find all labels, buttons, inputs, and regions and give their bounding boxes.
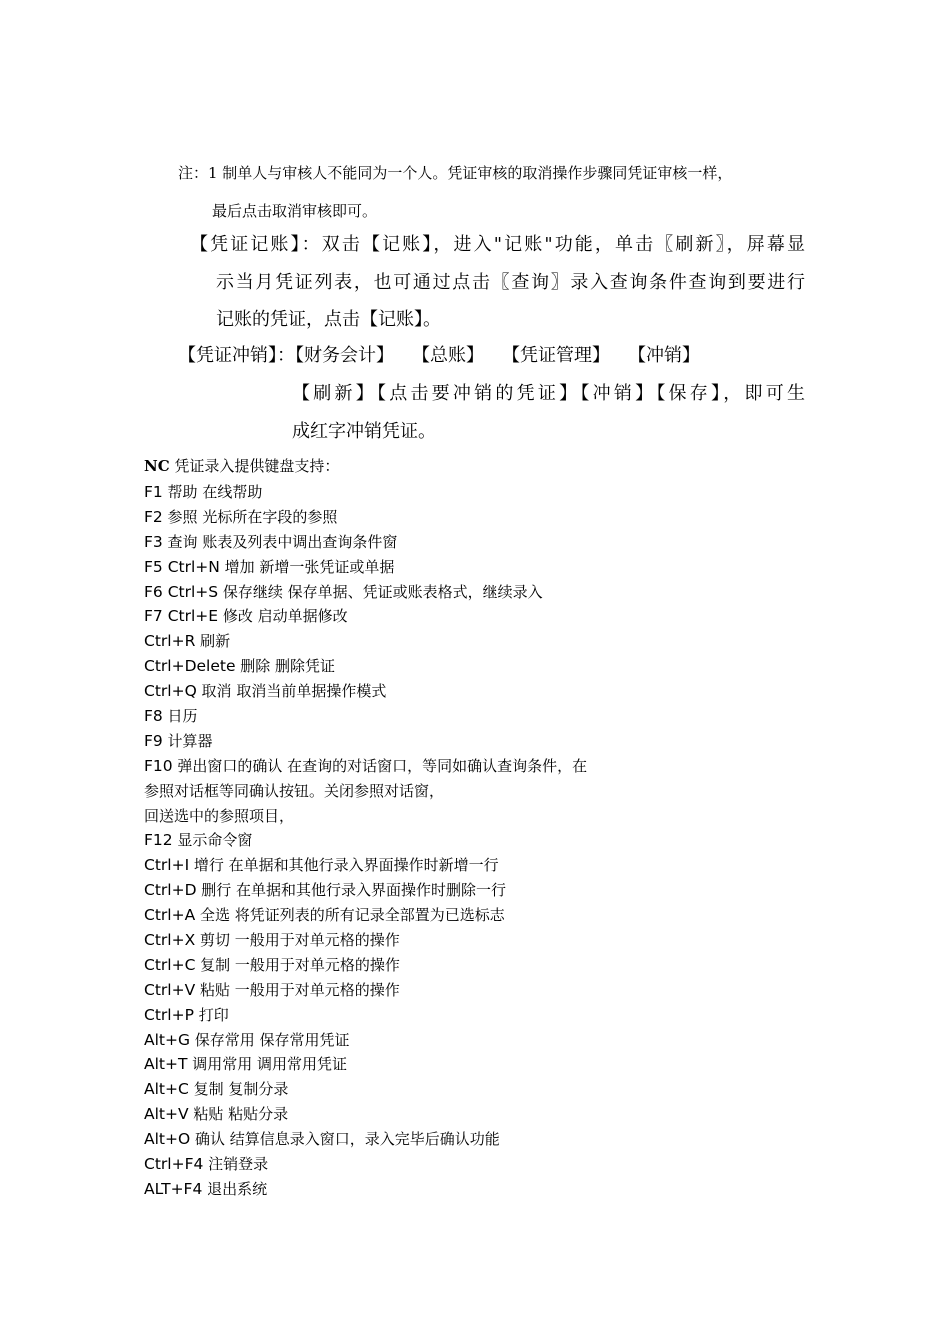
shortcut-item [144,654,587,679]
note-line-1: 注：1 制单人与审核人不能同为一个人。凭证审核的取消操作步骤同凭证审核一样， [178,164,733,182]
shortcut-key: Alt+G [144,1030,190,1049]
shortcut-item [144,878,587,903]
shortcut-description: 注销登录 [203,1155,269,1174]
shortcut-item [144,555,587,580]
shortcut-key: Ctrl+P [144,1005,194,1024]
shortcut-description: 粘贴 一般用于对单元格的操作 [195,980,400,999]
shortcut-key: Alt+T [144,1055,188,1074]
posting-line-2: 示当月凭证列表，也可通过点击〖查询〗录入查询条件查询到要进行 [216,272,805,293]
shortcut-key: F2 [144,507,163,526]
shortcut-item [144,1177,587,1202]
shortcut-key: Ctrl+V [144,980,196,999]
shortcut-key: Ctrl+I [144,856,190,875]
shortcut-key: F7 Ctrl+E [144,607,219,626]
shortcut-description: 增行 在单据和其他行录入界面操作时新增一行 [189,856,499,875]
shortcut-item [144,828,587,853]
shortcuts-intro [144,456,339,476]
posting-line-3: 记账的凭证，点击【记账】。 [216,309,441,330]
shortcut-key: Alt+V [144,1105,189,1124]
shortcut-key: ALT+F4 [144,1179,203,1198]
shortcut-description: 剪切 一般用于对单元格的操作 [195,931,400,950]
shortcut-item [144,1003,587,1028]
shortcut-item [144,1152,587,1177]
shortcut-key: F10 [144,756,173,775]
shortcut-item [144,903,587,928]
shortcut-item [144,1127,587,1152]
shortcut-description: 保存继续 保存单据、凭证或账表格式，继续录入 [218,582,543,601]
shortcut-key: Ctrl+R [144,632,196,651]
shortcut-key: Ctrl+D [144,881,197,900]
shortcut-item [144,804,587,829]
shortcut-description: 退出系统 [202,1179,268,1198]
shortcut-description: 弹出窗口的确认 在查询的对话窗口，等同如确认查询条件，在 [172,756,588,775]
shortcut-description: 帮助 在线帮助 [162,483,263,501]
shortcut-item [144,1077,587,1102]
shortcut-description: 回送选中的参照项目， [144,806,295,825]
shortcut-item [144,530,587,555]
reversal-line-2: 【刷新】【点击要冲销的凭证】【冲销】【保存】，即可生 [292,383,805,404]
shortcut-description: 显示命令窗 [172,831,253,850]
shortcut-key: Ctrl+Delete [144,657,236,676]
shortcut-key: Ctrl+F4 [144,1155,204,1174]
shortcut-item [144,604,587,629]
shortcut-description: 增加 新增一张凭证或单据 [219,557,395,576]
shortcut-description: 删行 在单据和其他行录入界面操作时删除一行 [196,881,507,900]
shortcut-description: 计算器 [162,731,213,750]
shortcuts-intro-product: NC [144,457,170,475]
shortcut-item [144,853,587,878]
shortcut-key: Ctrl+X [144,931,196,950]
shortcut-description: 修改 启动单据修改 [218,607,348,626]
shortcut-key: Alt+C [144,1080,189,1099]
shortcut-item [144,779,587,804]
shortcut-item [144,928,587,953]
shortcut-key: Ctrl+Q [144,682,197,701]
shortcut-item [144,679,587,704]
shortcut-description: 参照 光标所在字段的参照 [162,507,338,526]
shortcut-description: 删除 删除凭证 [235,657,336,676]
shortcut-description: 确认 结算信息录入窗口，录入完毕后确认功能 [190,1130,500,1149]
shortcut-description: 取消 取消当前单据操作模式 [196,682,387,701]
shortcut-key: F8 [144,707,163,726]
shortcuts-intro-text: 凭证录入提供键盘支持： [169,457,340,475]
shortcut-description: 复制 一般用于对单元格的操作 [195,955,400,974]
reversal-line-1: 【凭证冲销】：【财务会计】 【总账】 【凭证管理】 【冲销】 [178,345,700,366]
shortcut-item [144,978,587,1003]
shortcut-description: 粘贴 粘贴分录 [188,1105,289,1124]
shortcut-description: 复制 复制分录 [188,1080,289,1099]
shortcut-description: 参照对话框等同确认按钮。关闭参照对话窗， [144,781,445,800]
shortcut-description: 日历 [162,707,198,726]
shortcut-description: 打印 [193,1005,229,1024]
shortcut-item [144,953,587,978]
shortcut-description: 查询 账表及列表中调出查询条件窗 [162,532,398,551]
shortcut-item [144,480,587,505]
shortcut-key: F9 [144,731,163,750]
reversal-line-3: 成红字冲销凭证。 [292,421,436,442]
shortcut-description: 刷新 [195,632,231,651]
shortcut-key: F6 Ctrl+S [144,582,219,601]
shortcut-key: F12 [144,831,173,850]
shortcut-key: Alt+O [144,1130,191,1149]
shortcut-key: F3 [144,532,163,551]
note-line-2: 最后点击取消审核即可。 [212,202,378,220]
shortcut-item [144,1052,587,1077]
shortcut-list [144,480,587,1202]
shortcut-key: F5 Ctrl+N [144,557,220,576]
posting-line-1: 【凭证记账】：双击【记账】，进入"记账"功能，单击〖刷新〗，屏幕显 [190,234,805,255]
shortcut-item [144,754,587,779]
shortcut-item [144,729,587,754]
shortcut-item [144,505,587,530]
shortcut-description: 调用常用 调用常用凭证 [187,1055,347,1074]
shortcut-item [144,1102,587,1127]
shortcut-item [144,629,587,654]
shortcut-key: F1 [144,483,163,501]
shortcut-item [144,1028,587,1053]
shortcut-description: 全选 将凭证列表的所有记录全部置为已选标志 [195,906,505,925]
shortcut-item [144,580,587,605]
shortcut-key: Ctrl+C [144,955,196,974]
shortcut-item [144,704,587,729]
shortcut-description: 保存常用 保存常用凭证 [190,1030,350,1049]
shortcut-key: Ctrl+A [144,906,196,925]
